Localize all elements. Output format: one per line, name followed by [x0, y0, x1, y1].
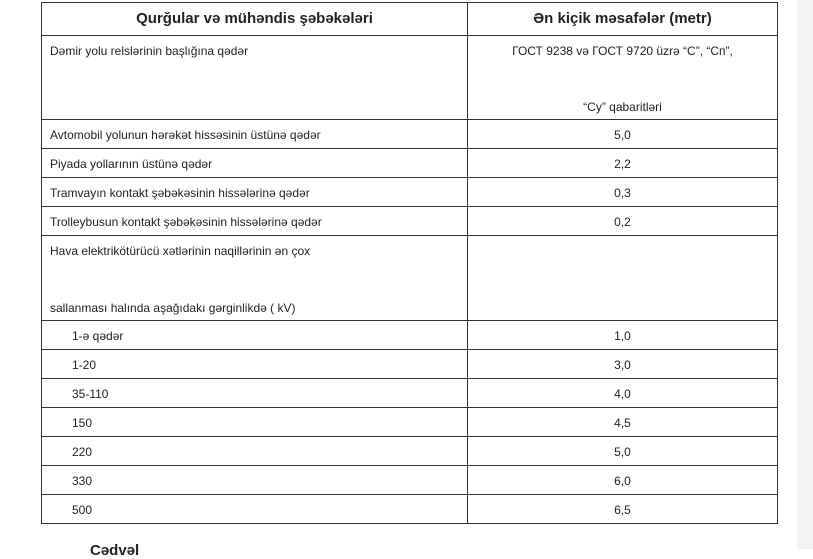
header-min-distance: Ən kiçik məsafələr (metr) [468, 3, 778, 36]
table-row-voltage [42, 437, 778, 466]
table-row-voltage [42, 466, 778, 495]
table-row-voltage [42, 379, 778, 408]
railway-value-line2: “Су” qabaritləri [583, 100, 662, 114]
power-lines-label-line1: Hava elektrikötürücü xətlərinin naqillərinin ən çox [50, 244, 311, 258]
voltage-value: 4,0 [468, 379, 778, 408]
voltage-value: 6,5 [468, 495, 778, 524]
row-value: 0,3 [468, 178, 778, 207]
table-row-voltage [42, 408, 778, 437]
railway-label: Dəmir yolu relslərinin başlığına qədər [42, 36, 468, 120]
voltage-label: 220 [42, 437, 468, 466]
voltage-value: 6,0 [468, 466, 778, 495]
railway-value-line1: ГОСТ 9238 və ГОСТ 9720 üzrə “С”, “Сп”, [512, 44, 733, 58]
row-value: 5,0 [468, 120, 778, 149]
voltage-label: 330 [42, 466, 468, 495]
table-row [42, 120, 778, 149]
table-row-voltage [42, 350, 778, 379]
table-header-row [42, 3, 778, 36]
voltage-value: 1,0 [468, 321, 778, 350]
power-lines-label [42, 236, 468, 321]
voltage-value: 5,0 [468, 437, 778, 466]
voltage-label: 500 [42, 495, 468, 524]
voltage-value: 3,0 [468, 350, 778, 379]
voltage-label: 150 [42, 408, 468, 437]
power-lines-value-empty [468, 236, 778, 321]
table-row [42, 207, 778, 236]
voltage-value: 4,5 [468, 408, 778, 437]
row-label: Tramvayın kontakt şəbəkəsinin hissələrinə qədər [42, 178, 468, 207]
table-row-railway [42, 36, 778, 120]
voltage-label: 1-20 [42, 350, 468, 379]
table-row [42, 178, 778, 207]
table-row-voltage [42, 495, 778, 524]
row-label: Trolleybusun kontakt şəbəkəsinin hissələrinə qədər [42, 207, 468, 236]
row-value: 2,2 [468, 149, 778, 178]
railway-value [468, 36, 778, 120]
next-section-heading-fragment: Cədvəl [90, 542, 140, 559]
power-lines-label-line2: sallanması halında aşağıdakı gərginlikdə ( kV) [50, 301, 296, 315]
header-structures: Qurğular və mühəndis şəbəkələri [42, 3, 468, 36]
table-row-voltage [42, 321, 778, 350]
table-row-power-lines [42, 236, 778, 321]
row-label: Avtomobil yolunun hərəkət hissəsinin üstünə qədər [42, 120, 468, 149]
voltage-label: 1-ə qədər [42, 321, 468, 350]
page-margin-strip [797, 0, 813, 549]
voltage-label: 35-110 [42, 379, 468, 408]
table-row [42, 149, 778, 178]
row-label: Piyada yollarının üstünə qədər [42, 149, 468, 178]
distance-norms-table [41, 2, 778, 524]
row-value: 0,2 [468, 207, 778, 236]
